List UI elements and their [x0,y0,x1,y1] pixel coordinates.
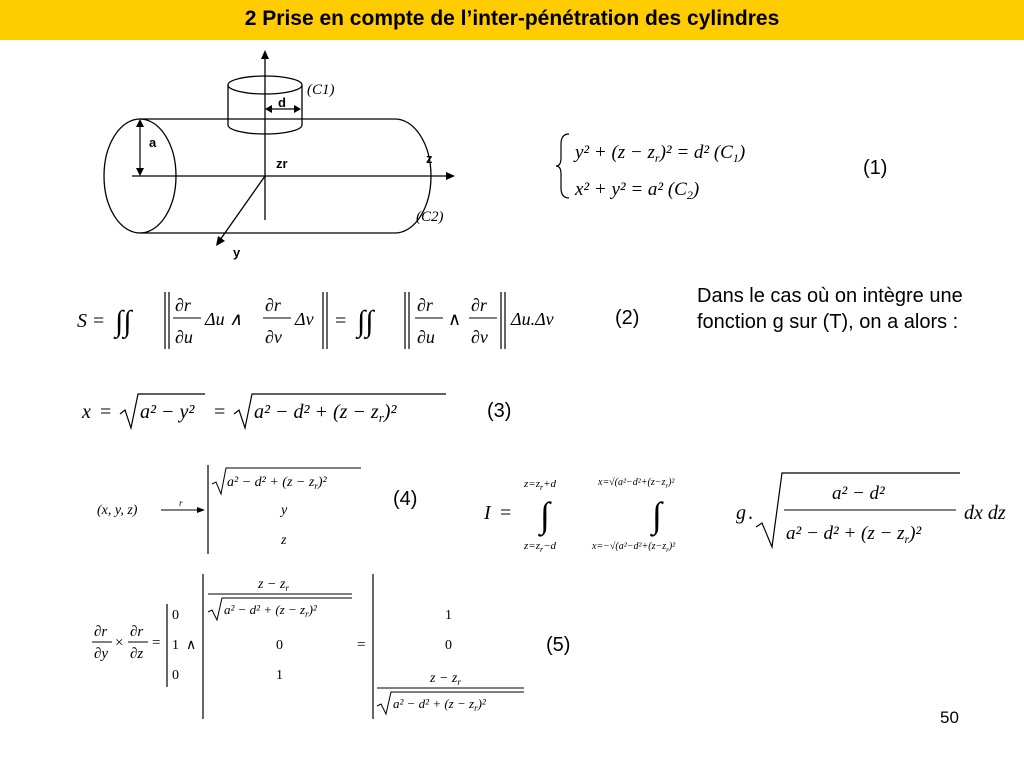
label-d: d [278,95,286,110]
svg-text:∂r: ∂r [130,624,144,640]
svg-text:1: 1 [445,608,452,623]
equation-1-number: (1) [863,157,888,179]
svg-text:a² − d² + (z − zr)²: $a^2 - d^2 + (z - z_r)^2$ [393,696,486,713]
svg-text:a² − d² + (z − zr)²: $a^2 - d^2 + (z - z_r)^2$ [227,475,327,491]
svg-text:=: = [335,310,347,332]
svg-text:x: x [82,401,91,423]
svg-text:a² − d² + (z − zr)²: $a^2 - d^2 + (z - z_r)^2$ [224,602,317,619]
svg-text:Δu.Δv: Δu.Δv [511,309,554,329]
note-text: Dans le cas où on intègre une fonction g sur (T), on a alors : [697,285,963,333]
svg-text:=: = [500,502,512,524]
label-c1: (C1) [307,82,335,98]
svg-text:∂v: ∂v [471,327,488,347]
svg-text:I: I [484,502,491,524]
svg-text:0: 0 [172,608,179,623]
svg-text:1: 1 [172,638,179,653]
svg-text:∂r: ∂r [471,295,487,315]
svg-text:∂y: ∂y [94,646,109,662]
label-z-axis: z [426,151,433,166]
svg-text:∂u: ∂u [417,327,435,347]
equation-3-number: (3) [487,400,512,422]
equation-integral-I [482,465,1022,560]
svg-text:Δv: Δv [295,309,314,329]
svg-text:z=zr+d: $z=z_r+d$ [524,478,557,492]
svg-text:.: . [748,502,753,524]
svg-text:∂v: ∂v [265,327,282,347]
svg-text:∂r: ∂r [94,624,108,640]
svg-text:z − zr: $z - z_r$ [258,577,289,593]
label-zr: zr [276,156,288,171]
svg-text:∂r: ∂r [175,295,191,315]
equation-1 [555,130,825,210]
svg-text:∫: ∫ [652,495,662,535]
equation-2-number: (2) [615,307,640,329]
svg-text:r: r [179,498,183,508]
svg-text:∫: ∫ [540,495,550,535]
svg-text:0: 0 [172,668,179,683]
equation-5 [90,572,530,722]
equation-5-number: (5) [546,634,571,656]
svg-text:x=√(a²−d²+(z−zr)²: $x=√(a^2-d^2+(z-z_r)^2$ [598,477,675,490]
svg-text:x² + y² = a² (C2): x² + y² = a² $(C_2)$ [575,179,700,202]
svg-text:z=zr−d: $z=z_r-d$ [524,540,557,554]
svg-text:g: g [736,502,746,524]
svg-text:Δu ∧: Δu ∧ [205,309,243,329]
svg-text:z − zr: $z - z_r$ [430,671,461,687]
svg-text:=: = [152,635,161,651]
svg-text:∂u: ∂u [175,327,193,347]
svg-text:a² − d² + (z − zr)²: $a^2 - d^2 + (z - z_r)^2$ [254,401,397,425]
equation-4 [95,462,375,557]
svg-text:∂r: ∂r [417,295,433,315]
svg-text:∫∫: ∫∫ [115,305,132,338]
svg-text:∂r: ∂r [265,295,281,315]
svg-text:y² + (z − zr)² = d² (C1): $y^2 + (z - z_r)^2 = d^2$ $(C_1)$ [575,142,746,165]
svg-text:=: = [93,310,105,332]
svg-text:a² − y²: a² − y² [140,401,195,423]
svg-text:∫∫: ∫∫ [357,305,374,338]
page-number: 50 [940,708,959,727]
label-y-axis: y [233,245,241,260]
svg-text:(x, y, z): (x, y, z) [97,503,138,518]
svg-text:∂z: ∂z [130,646,144,662]
svg-text:0: 0 [276,638,283,653]
label-a: a [149,135,157,150]
svg-text:∧: ∧ [186,638,197,653]
page-title: 2 Prise en compte de l’inter-pénétration des cylindres [244,7,780,30]
equation-4-number: (4) [393,488,418,510]
svg-text:=: = [357,637,366,653]
svg-text:1: 1 [276,668,283,683]
svg-text:a² − d² + (z − zr)²: $a^2 - d^2 + (z - z_r)^2$ [786,523,922,546]
svg-text:z: z [281,533,287,548]
svg-text:=: = [100,401,112,423]
svg-text:x=−√(a²−d²+(z−zr)²: $x=-√(a^2-d^2+(z-z_r)^2$ [592,541,676,554]
svg-text:0: 0 [445,638,452,653]
cylinders-figure [95,45,455,270]
label-c2: (C2) [416,209,444,225]
svg-text:S: S [77,310,87,332]
svg-text:=: = [214,401,226,423]
svg-text:a² − d²: a² − d² [832,483,885,504]
svg-text:×: × [115,635,124,651]
equation-2 [75,287,595,357]
svg-text:∧: ∧ [448,309,462,329]
equation-3 [80,388,460,438]
svg-text:dx dz: dx dz [964,502,1006,524]
svg-text:y: y [281,503,288,518]
